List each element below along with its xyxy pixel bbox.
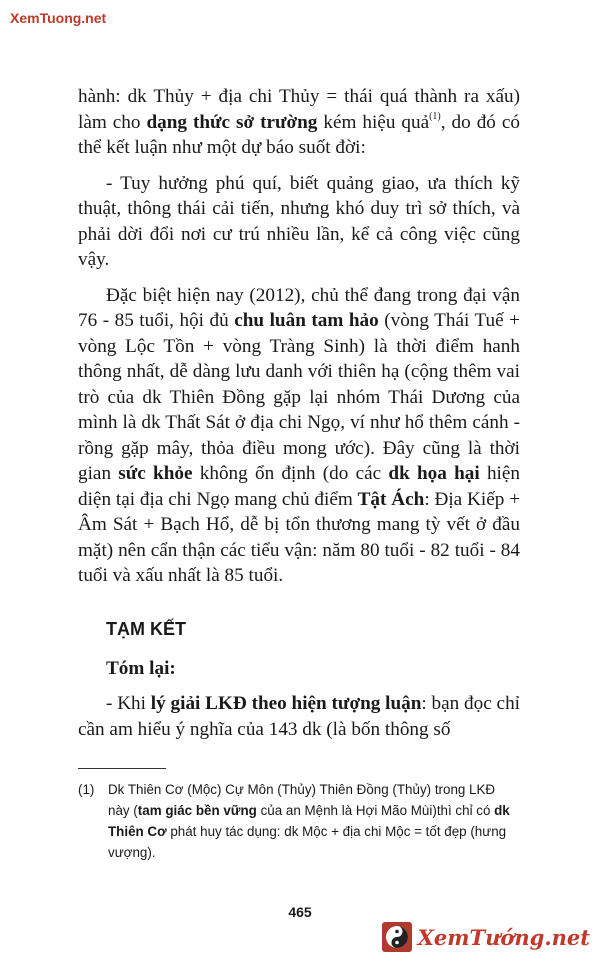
paragraph-4 xyxy=(78,691,520,742)
paragraph-1 xyxy=(78,84,520,161)
subheading-text: Tóm lại: xyxy=(106,657,176,679)
bold-term: dk Thiên Cơ xyxy=(108,803,510,839)
watermark-top: XemTuong.net xyxy=(10,10,107,26)
bold-term: lý giải LKĐ theo hiện tượng luận xyxy=(150,693,422,714)
bold-term: sức khỏe xyxy=(118,463,193,484)
page-number: 465 xyxy=(288,904,312,920)
bold-term: dạng thức sở trường xyxy=(146,111,318,133)
bold-term: tam giác bền vững xyxy=(137,803,257,818)
text: , do đó có thể kết luận như một dự báo suốt đời: xyxy=(78,111,520,158)
text: hành: dk Thủy + địa chi Thủy = thái quá thành ra xấu) làm cho xyxy=(78,86,520,133)
text: không ổn định (do các xyxy=(192,463,389,484)
yin-yang-icon xyxy=(382,922,412,952)
footnote-mark: (1) xyxy=(78,782,95,797)
text: - Khi xyxy=(106,693,151,714)
footnote-divider xyxy=(78,768,166,769)
text: phát huy tác dụng: dk Mộc + địa chi Mộc = tốt đẹp (hưng vượng). xyxy=(108,824,507,860)
text: Đặc biệt hiện nay (2012), chủ thể đang trong đại vận 76 - 85 tuổi, hội đủ xyxy=(78,284,520,331)
text: kém hiệu quả xyxy=(317,111,430,133)
watermark-bottom xyxy=(382,922,590,952)
paragraph-3 xyxy=(78,283,520,589)
bold-term: chu luân tam hảo xyxy=(234,310,379,331)
text: hiện diện tại địa chi Ngọ mang chủ điểm xyxy=(78,463,520,510)
text: (vòng Thái Tuế + vòng Lộc Tồn + vòng Tràng Sinh) là thời điểm hanh thông nhất, dễ dàng lưu danh với thiên hạ (cộng thêm vai trò của dk Thiên Đồng gặp lại nhóm Thái Dương của mình là dk Thất Sát ở địa chi Ngọ, ví như hổ thêm cánh - rồng gặp mây, thỏa điều mong ước). Đây cũng là thời gian xyxy=(78,310,520,484)
section-heading: TẠM KẾT xyxy=(106,618,186,639)
text: : bạn đọc chỉ cần am hiểu ý nghĩa của 143 dk (là bốn thông số xyxy=(78,693,521,740)
watermark-bottom-text: XemTướng.net xyxy=(417,924,590,950)
subheading xyxy=(78,656,520,682)
paragraph-2: - Tuy hưởng phú quí, biết quảng giao, ưa thích kỹ thuật, thông thái cải tiến, nhưng khó duy trì sở thích, và phải dời đổi nơi cư trú nhiều lần, kể cả công việc cũng vậy. xyxy=(78,172,520,270)
bold-term: dk họa hại xyxy=(388,463,480,484)
text: : Địa Kiếp + Âm Sát + Bạch Hổ, dễ bị tổn thương mang tỳ vết ở đầu mặt) nên cẩn thận các tiểu vận: năm 80 tuổi - 82 tuổi - 84 tuổi và xấu nhất là 85 tuổi. xyxy=(78,488,521,586)
bold-term: Tật Ách xyxy=(357,488,425,510)
footnote xyxy=(78,779,520,863)
text: của an Mệnh là Hợi Mão Mùi)thì chỉ có xyxy=(256,803,495,818)
text: Dk Thiên Cơ (Mộc) Cự Môn (Thủy) Thiên Đồng (Thủy) trong LKĐ này ( xyxy=(108,782,496,818)
footnote-ref: (1) xyxy=(429,110,441,122)
page-body xyxy=(78,84,520,863)
